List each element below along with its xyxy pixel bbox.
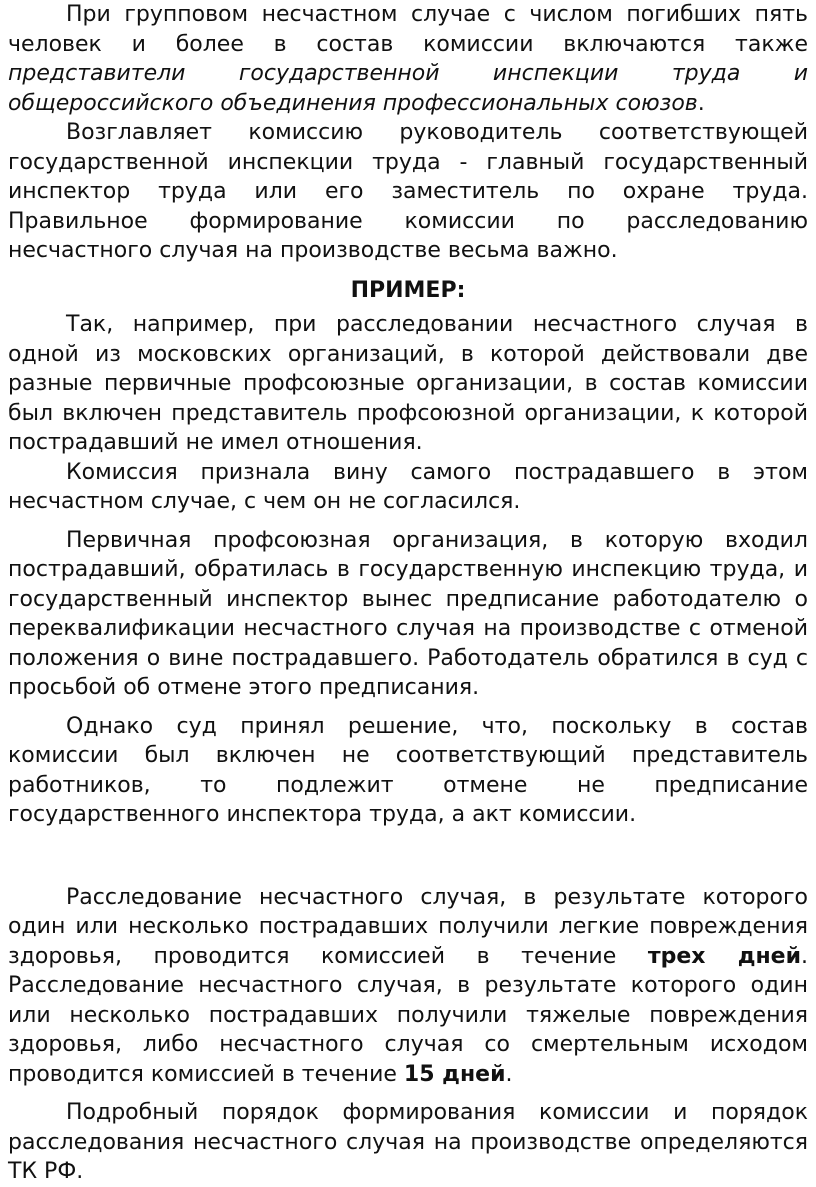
paragraph-court-decision: Однако суд принял решение, что, поскольку в состав комиссии был включен не соответствующий представитель работников, то подлежит отмене не предписание государственного инспектора труда, а акт комиссии. [8, 713, 808, 827]
paragraph-group-accident [8, 0, 808, 118]
paragraph-text: . [505, 1061, 513, 1087]
paragraph-procedure-reference: Подробный порядок формирования комиссии и порядок расследования несчастного случая на производстве определяются ТК РФ. [8, 1100, 808, 1184]
paragraph-commission-verdict: Комиссия признала вину самого пострадавшего в этом несчастном случае, с чем он не согласился. [8, 459, 808, 514]
paragraph-commission-head: Возглавляет комиссию руководитель соответствующей государственной инспекции труда - главный государственный инспектор труда или его заместитель по охране труда. Правильное формирование комиссии по расследованию несчастного случая на производстве весьма важно. [8, 120, 808, 263]
paragraph-example-moscow: Так, например, при расследовании несчастного случая в одной из московских организаций, в которой действовали две разные первичные профсоюзные организации, в состав комиссии был включен представитель профсоюзной организации, к которой пострадавший не имел отношения. [8, 312, 808, 455]
paragraph-text: При групповом несчастном случае с числом погибших пять человек и более в состав комиссии включаются также [8, 2, 808, 57]
example-heading: ПРИМЕР: [350, 277, 466, 303]
paragraph-investigation-terms [8, 883, 808, 1090]
paragraph-text: . [697, 90, 705, 116]
italic-emphasis: представители государственной инспекции труда и общероссийского объединения профессиональных союзов [8, 61, 808, 116]
document-page [8, 0, 808, 1187]
paragraph-text: . Расследование несчастного случая, в результате которого один или несколько пострадавших получили тяжелые повреждения здоровья, либо несчастного случая со смертельным исходом проводится комиссией в течение [8, 943, 808, 1087]
paragraph-text: Расследование несчастного случая, в результате которого один или несколько пострадавших получили легкие повреждения здоровья, проводится комиссией в течение [8, 884, 808, 969]
bold-emphasis: 15 дней [403, 1061, 506, 1087]
paragraph-union-appeal: Первичная профсоюзная организация, в которую входил пострадавший, обратилась в государственную инспекцию труда, и государственный инспектор вынес предписание работодателю о переквалификации несчастного случая на производстве с отменой положения о вине пострадавшего. Работодатель обратился в суд с просьбой об отмене этого предписания. [8, 527, 808, 700]
bold-emphasis: трех дней [647, 943, 801, 969]
